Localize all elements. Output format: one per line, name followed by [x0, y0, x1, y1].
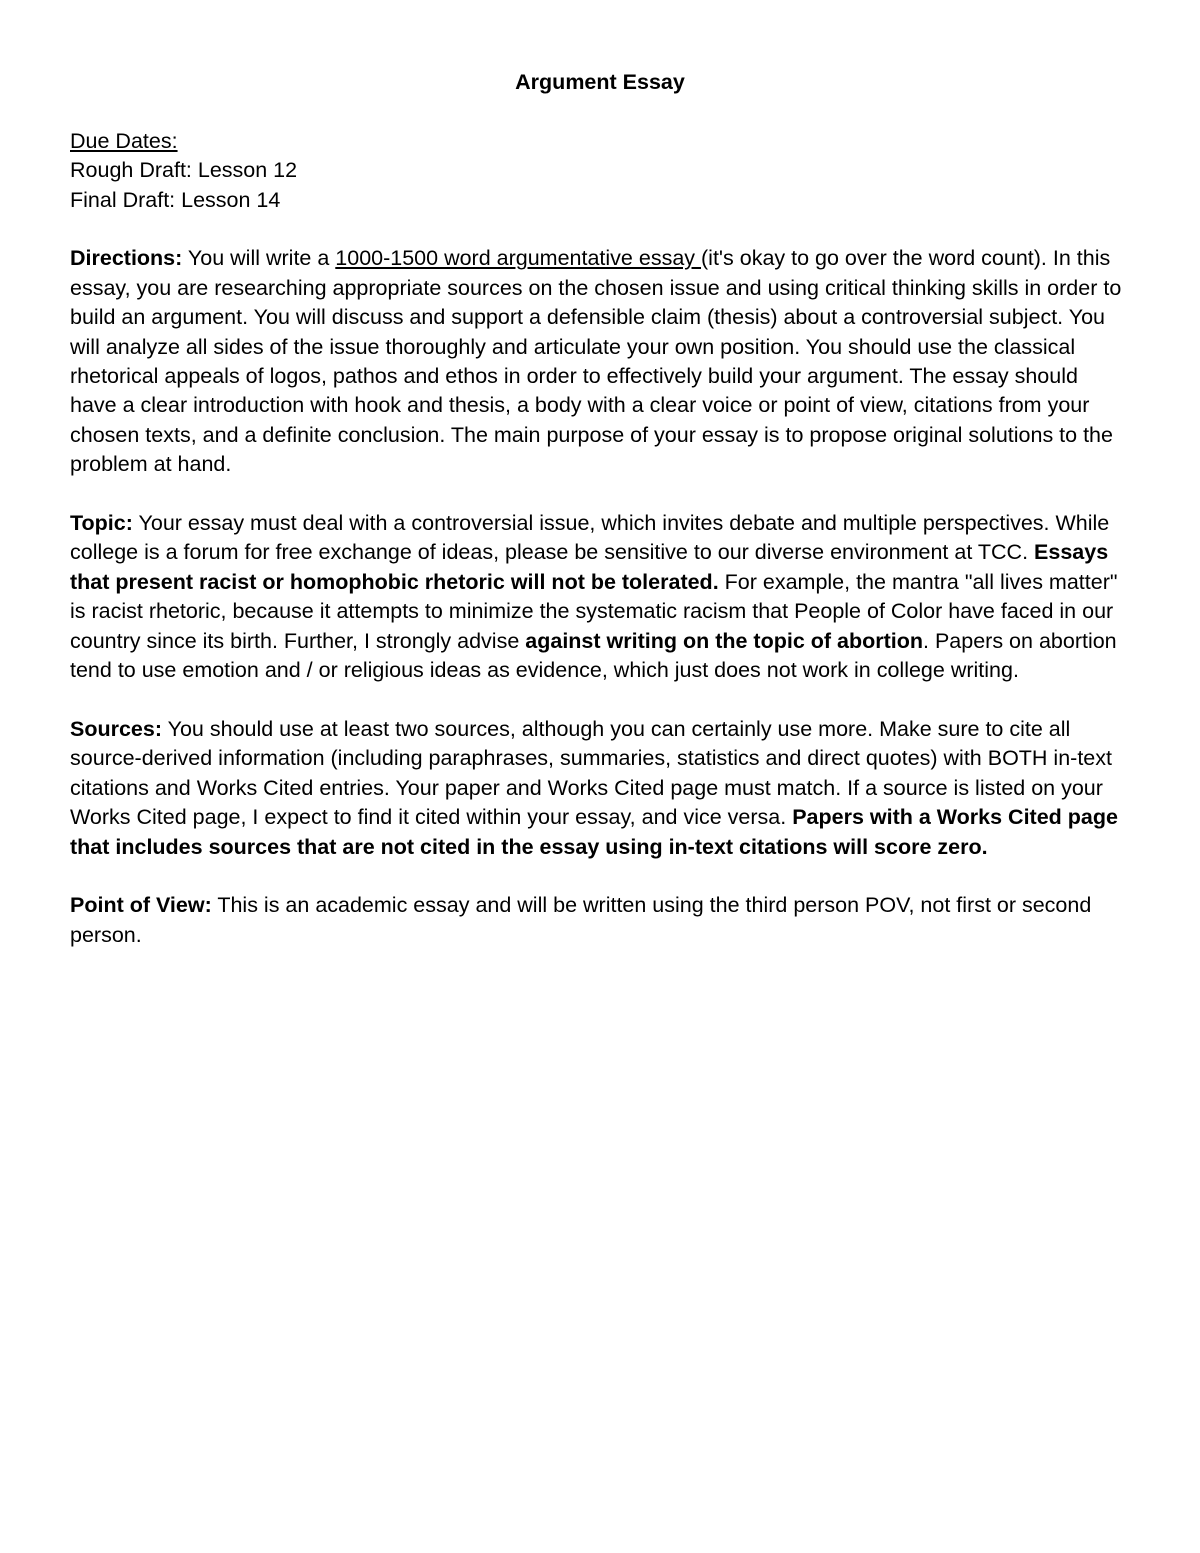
- document-page: [70, 68, 1130, 950]
- topic-text-1: Your essay must deal with a controversial issue, which invites debate and multiple perspectives. While college is a forum for free exchange of ideas, please be sensitive to our diverse environment at TCC.: [70, 511, 1110, 565]
- sources-warning: Papers with a Works Cited page that includes sources that are not cited in the essay using in-text citations will score zero.: [70, 805, 1118, 859]
- pov-label: Point of View:: [70, 893, 212, 918]
- rough-draft-date: Rough Draft: Lesson 12: [70, 158, 298, 183]
- pov-text-1: This is an academic essay and will be written using the third person POV, not first or second person.: [70, 893, 1092, 947]
- directions-text-1: You will write a: [182, 246, 336, 271]
- directions-label: Directions:: [70, 246, 183, 271]
- pov-paragraph: [70, 891, 1130, 950]
- topic-text-3: . Papers on abortion tend to use emotion and / or religious ideas as evidence, which just does not work in college writing.: [70, 628, 1117, 683]
- word-count-requirement: 1000-1500 word argumentative essay: [335, 246, 702, 271]
- topic-text-2: For example, the mantra "all lives matter" is racist rhetoric, because it attempts to minimize the systematic racism that People of Color have faced in our country since its birth. Further, I strongly advise: [70, 569, 1118, 653]
- topic-warning-abortion: against writing on the topic of abortion: [525, 628, 924, 653]
- sources-paragraph: [70, 715, 1130, 862]
- sources-text-1: You should use at least two sources, although you can certainly use more. Make sure to cite all source-derived information (including paraphrases, summaries, statistics and direct quotes) with BOTH in-text citations and Works Cited entries. Your paper and Works Cited page must match. If a source is listed on your Works Cited page, I expect to find it cited within your essay, and vice versa.: [70, 716, 1112, 830]
- due-dates-section: [70, 127, 1130, 215]
- due-dates-heading: Due Dates:: [70, 128, 178, 153]
- directions-text-2: (it's okay to go over the word count). In this essay, you are researching appropriate sources on the chosen issue and using critical thinking skills in order to build an argument. You will discuss and support a defensible claim (thesis) about a controversial subject. You will analyze all sides of the issue thoroughly and articulate your own position. You should use the classical rhetorical appeals of logos, pathos and ethos in order to effectively build your argument. The essay should have a clear introduction with hook and thesis, a body with a clear voice or point of view, citations from your chosen texts, and a definite conclusion. The main purpose of your essay is to propose original solutions to the problem at hand.: [70, 246, 1122, 477]
- topic-warning-rhetoric: Essays that present racist or homophobic rhetoric will not be tolerated.: [70, 540, 1109, 594]
- topic-paragraph: [70, 509, 1130, 685]
- document-title: Argument Essay: [515, 70, 685, 94]
- final-draft-date: Final Draft: Lesson 14: [70, 187, 281, 212]
- topic-label: Topic:: [70, 511, 133, 536]
- directions-paragraph: [70, 244, 1130, 479]
- sources-label: Sources:: [70, 716, 163, 741]
